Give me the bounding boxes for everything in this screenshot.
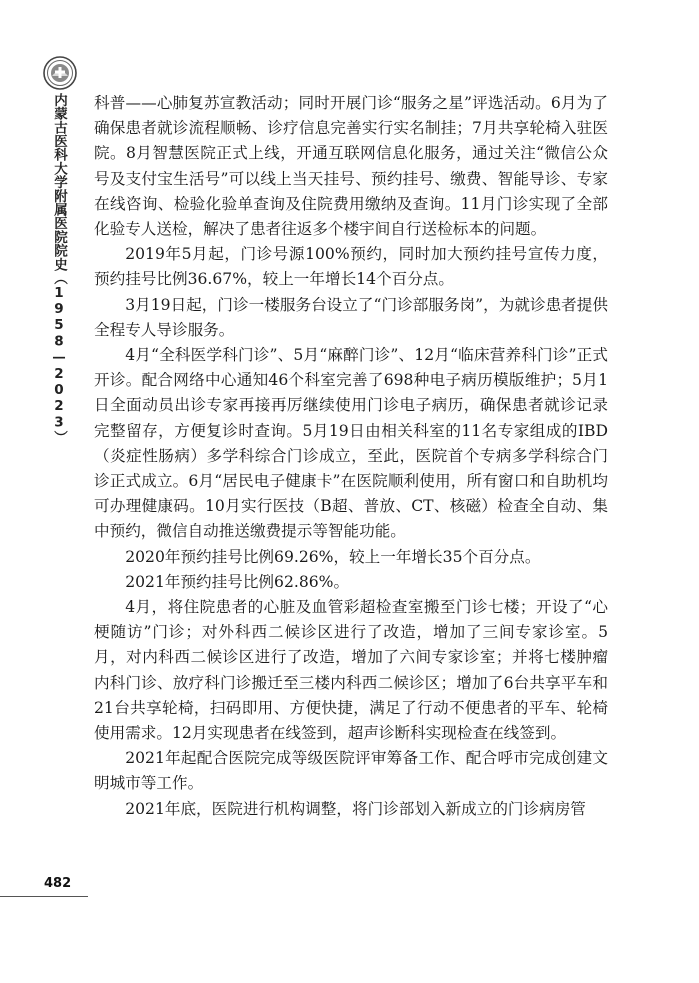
page-number-rule [0,896,88,897]
book-title: 内蒙古医科大学附属医院院史（1958—2023） [51,93,67,445]
paragraph: 2020年预约挂号比例69.26%，较上一年增长35个百分点。 [125,547,541,566]
paragraph: 科普——心肺复苏宣教活动；同时开展门诊“服务之星”评选活动。6月为了确保患者就诊流程顺畅、诊疗信息完善实行实名制挂；7月共享轮椅入驻医院。8月智慧医院正式上线，开通互联网信息化服务，通过关注“微信公众号及支付宝生活号”可以线上当天挂号、预约挂号、缴费、智能导诊、专家在线咨询、检验化验单查询及住院费用缴纳及查询。11月门诊实现了全部化验专人送检，解决了患者往返多个楼宇间自行送检标本的问题。 [94,94,608,239]
paragraph: 2021年预约挂号比例62.86%。 [125,572,350,591]
page-number: 482 [44,876,72,891]
paragraph: 4月“全科医学科门诊”、5月“麻醉门诊”、12月“临床营养科门诊”正式开诊。配合网络中心通知46个科室完善了698种电子病历模版维护；5月1日全面动员出诊专家再接再厉继续使用门诊电子病历，确保患者就诊记录完整留存，方便复诊时查询。5月19日由相关科室的11名专家组成的IBD（炎症性肠病）多学科综合门诊成立，至此，医院首个专病多学科综合门诊正式成立。6月“居民电子健康卡”在医院顺利使用，所有窗口和自助机均可办理健康码。10月实行医技（B超、普放、CT、核磁）检查全自动、集中预约，微信自动推送缴费提示等智能功能。 [94,346,608,541]
hospital-logo-icon [43,56,77,90]
paragraph: 2021年起配合医院完成等级医院评审筹备工作、配合呼市完成创建文明城市等工作。 [94,749,608,793]
body-text [94,91,608,822]
paragraph: 4月，将住院患者的心脏及血管彩超检查室搬至门诊七楼；开设了“心梗随访”门诊；对外科西二候诊区进行了改造，增加了三间专家诊室。5月，对内科西二候诊区进行了改造，增加了六间专家诊室；并将七楼肿瘤内科门诊、放疗科门诊搬迁至三楼内科西二候诊区；增加了6台共享平车和21台共享轮椅，扫码即用、方便快捷，满足了行动不便患者的平车、轮椅使用需求。12月实现患者在线签到，超声诊断科实现检查在线签到。 [94,598,608,743]
paragraph: 2021年底，医院进行机构调整，将门诊部划入新成立的门诊病房管 [125,799,586,818]
paragraph: 2019年5月起，门诊号源100%预约，同时加大预约挂号宣传力度，预约挂号比例36.67%，较上一年增长14个百分点。 [94,245,608,289]
paragraph: 3月19日起，门诊一楼服务台设立了“门诊部服务岗”，为就诊患者提供全程专人导诊服务。 [94,295,608,339]
